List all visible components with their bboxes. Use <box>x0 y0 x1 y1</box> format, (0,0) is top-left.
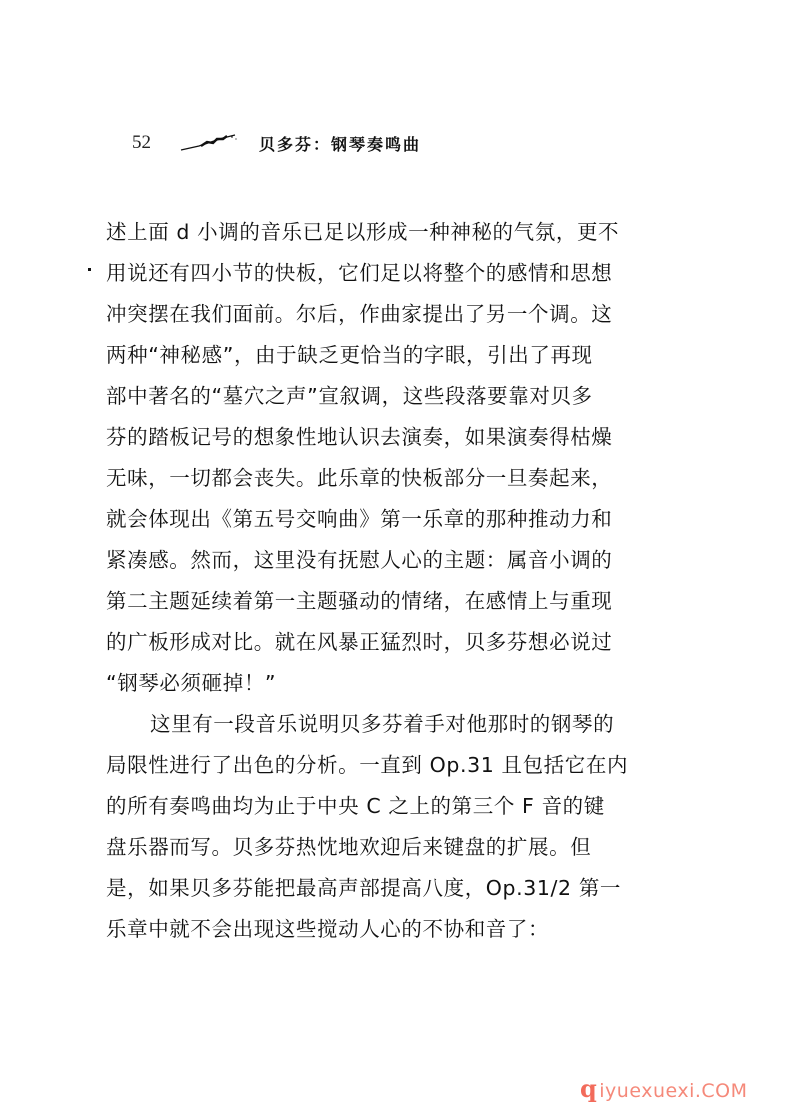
text-line: 乐章中就不会出现这些搅动人心的不协和音了： <box>106 917 550 941</box>
text-line: 冲突摆在我们面前。尔后，作曲家提出了另一个调。这 <box>106 302 613 326</box>
text-line: 是，如果贝多芬能把最高声部提高八度，Op.31/2 第一 <box>106 876 622 900</box>
paragraph-2 <box>106 704 690 950</box>
text-line: 这里有一段音乐说明贝多芬着手对他那时的钢琴的 <box>150 712 615 736</box>
paragraph-1 <box>106 212 690 704</box>
page-number: 52 <box>132 132 151 153</box>
text-line: 用说还有四小节的快板，它们足以将整个的感情和思想 <box>106 261 613 285</box>
text-line: 盘乐器而写。贝多芬热忱地欢迎后来键盘的扩展。但 <box>106 835 592 859</box>
text-line: 的广板形成对比。就在风暴正猛烈时，贝多芬想必说过 <box>106 630 613 654</box>
text-line: 局限性进行了出色的分析。一直到 Op.31 且包括它在内 <box>106 753 629 777</box>
text-line: 无味，一切都会丧失。此乐章的快板部分一旦奏起来， <box>106 466 613 490</box>
watermark <box>580 1074 748 1103</box>
text-line: 芬的踏板记号的想象性地认识去演奏，如果演奏得枯燥 <box>106 425 613 449</box>
text-line: 部中著名的“墓穴之声”宣叙调，这些段落要靠对贝多 <box>106 384 593 408</box>
text-line: “钢琴必须砸掉！” <box>106 671 277 695</box>
text-line: 紧凑感。然而，这里没有抚慰人心的主题：属音小调的 <box>106 548 613 572</box>
page-header <box>132 128 421 158</box>
watermark-text: iyuexuexi.COM <box>599 1080 748 1102</box>
text-line: 的所有奏鸣曲均为止于中央 C 之上的第三个 F 音的键 <box>106 794 605 818</box>
text-line: 述上面 d 小调的音乐已足以形成一种神秘的气氛，更不 <box>106 220 620 244</box>
text-line: 第二主题延续着第一主题骚动的情绪，在感情上与重现 <box>106 589 613 613</box>
margin-mark <box>88 268 91 271</box>
text-line: 两种“神秘感”，由于缺乏更恰当的字眼，引出了再现 <box>106 343 593 367</box>
running-title: 贝多芬：钢琴奏鸣曲 <box>259 134 422 154</box>
text-line: 就会体现出《第五号交响曲》第一乐章的那种推动力和 <box>106 507 613 531</box>
watermark-logo-q: q <box>580 1074 598 1103</box>
flourish-ornament-icon <box>179 133 239 153</box>
body-text <box>106 212 690 950</box>
